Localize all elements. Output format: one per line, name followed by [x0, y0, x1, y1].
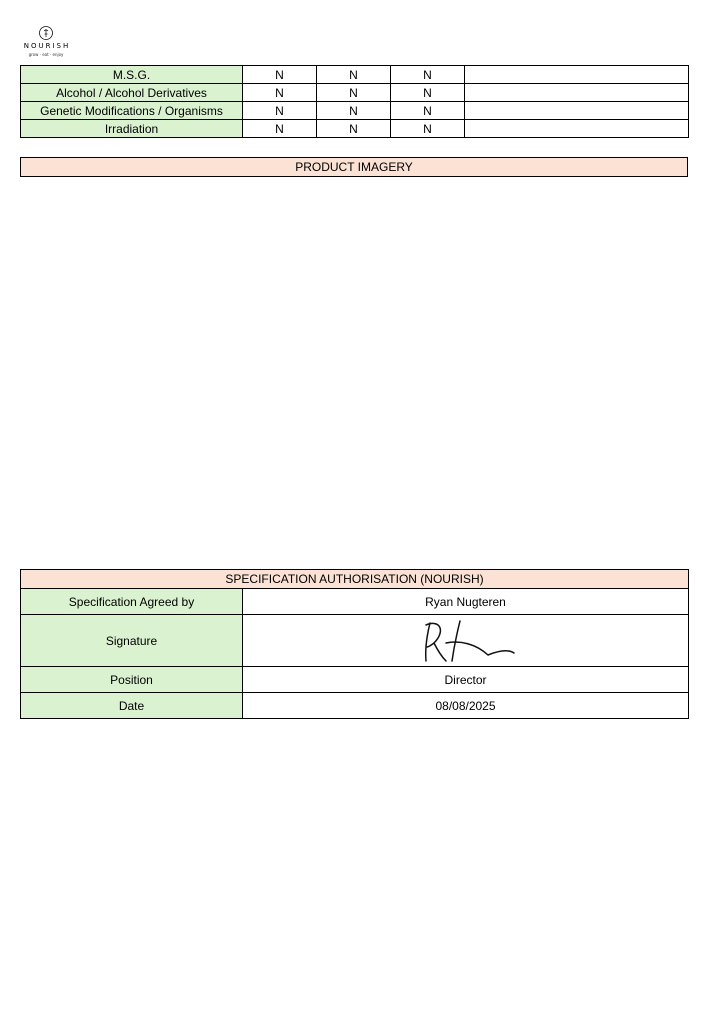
logo-emblem-icon	[38, 25, 54, 41]
table-cell	[465, 84, 689, 102]
row-label: Irradiation	[21, 120, 243, 138]
table-cell	[465, 102, 689, 120]
row-label: Alcohol / Alcohol Derivatives	[21, 84, 243, 102]
table-cell: N	[317, 120, 391, 138]
position-value: Director	[243, 667, 689, 693]
authorisation-heading: SPECIFICATION AUTHORISATION (NOURISH)	[21, 570, 689, 589]
brand-tagline: grow · eat · enjoy	[28, 52, 64, 57]
date-value: 08/08/2025	[243, 693, 689, 719]
table-row	[21, 84, 689, 102]
signature-cell	[243, 615, 689, 667]
agreed-by-value: Ryan Nugteren	[243, 589, 689, 615]
table-cell	[465, 120, 689, 138]
attributes-table	[20, 65, 689, 138]
table-row	[21, 570, 689, 589]
product-imagery-heading: PRODUCT IMAGERY	[21, 158, 688, 177]
row-label: Specification Agreed by	[21, 589, 243, 615]
authorisation-table	[20, 569, 689, 719]
table-row	[21, 66, 689, 84]
table-row	[21, 693, 689, 719]
table-cell	[465, 66, 689, 84]
table-cell: N	[317, 84, 391, 102]
table-cell: N	[243, 102, 317, 120]
table-cell: N	[391, 84, 465, 102]
table-cell: N	[243, 84, 317, 102]
row-label: M.S.G.	[21, 66, 243, 84]
brand-name: NOURISH	[23, 42, 71, 50]
table-row	[21, 615, 689, 667]
table-cell: N	[391, 120, 465, 138]
table-cell: N	[317, 66, 391, 84]
table-cell: N	[317, 102, 391, 120]
table-row	[21, 102, 689, 120]
table-cell: N	[391, 102, 465, 120]
row-label: Signature	[21, 615, 243, 667]
handwritten-signature-icon	[416, 617, 516, 665]
table-row	[21, 158, 688, 177]
brand-logo	[18, 25, 74, 57]
row-label: Date	[21, 693, 243, 719]
product-imagery-table	[20, 157, 688, 177]
table-cell: N	[243, 66, 317, 84]
table-row	[21, 589, 689, 615]
row-label: Position	[21, 667, 243, 693]
table-cell: N	[243, 120, 317, 138]
table-row	[21, 120, 689, 138]
row-label: Genetic Modifications / Organisms	[21, 102, 243, 120]
table-cell: N	[391, 66, 465, 84]
table-row	[21, 667, 689, 693]
